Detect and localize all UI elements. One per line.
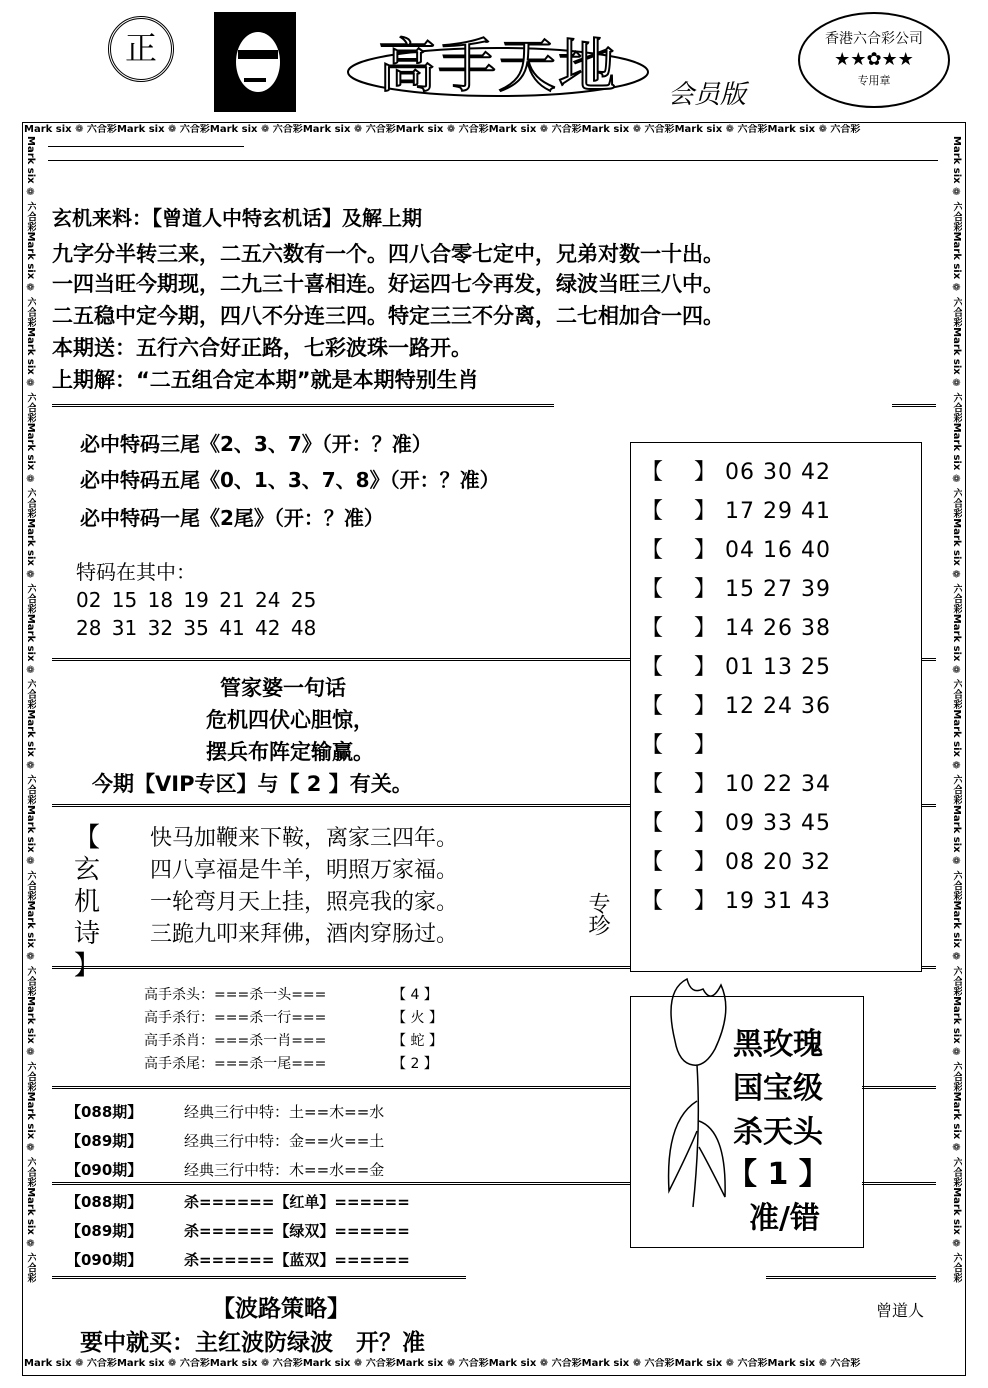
kill-color-list [66,1188,410,1275]
face-icon [214,12,296,112]
divider-5-right [862,1086,936,1089]
number-row: 【 】 08 20 32 [641,850,831,875]
poem-label-char: 玄 [73,855,100,885]
poem-line-2: 四八享福是牛羊，明照万家福。 [150,858,459,883]
rose-line-4: 【 1 】 [727,1157,829,1192]
number-row: 【 】 [641,733,718,758]
border-top: Mark six ❁ 六合彩Mark six ❁ 六合彩Mark six ❁ 六合彩Mark six ❁ 六合彩Mark six ❁ 六合彩Mark six ❁ 六合彩Mark six ❁ 六合彩Mark six ❁ 六合彩Mark six ❁ 六合彩 [24,124,861,135]
rose-line-1: 黑玫瑰 [733,1027,823,1062]
poem-label [70,822,104,982]
tail-line-2: 必中特码五尾《0、1、3、7、8》（开：？准） [80,468,500,492]
divider-3-right [922,804,936,807]
divider-6-right [862,1182,936,1185]
xuanji-line-3: 二五稳中定今期，四八不分连三四。特定三三不分离，二七相加合一四。 [52,304,724,328]
kill-color-row: 【089期】 杀======【绿双】====== [66,1222,410,1240]
member-edition: 会员版 [668,80,747,110]
side-chars: 专珍 [585,892,610,936]
border-bottom: Mark six ❁ 六合彩Mark six ❁ 六合彩Mark six ❁ 六合彩Mark six ❁ 六合彩Mark six ❁ 六合彩Mark six ❁ 六合彩Mark six ❁ 六合彩Mark six ❁ 六合彩Mark six ❁ 六合彩 [24,1358,861,1369]
wave-author: 曾道人 [876,1301,925,1320]
number-row: 【 】 09 33 45 [641,811,831,836]
poem-label-top: 【 [73,823,100,853]
special-row-2: 28 31 32 35 41 42 48 [76,616,317,640]
classic-row: 【088期】 经典三行中特：土==木==水 [66,1103,385,1121]
rose-line-5: 准/错 [749,1201,820,1236]
kill-color-row: 【090期】 杀======【蓝双】====== [66,1251,410,1269]
number-row: 【 】 04 16 40 [641,538,831,563]
seal-top: 香港六合彩公司 [825,31,923,47]
border-left: Mark six ❁ 六合彩Mark six ❁ 六合彩Mark six ❁ 六合彩Mark six ❁ 六合彩Mark six ❁ 六合彩Mark six ❁ 六合彩Mark six ❁ 六合彩Mark six ❁ 六合彩Mark six ❁ 六合彩Mark six ❁ 六合彩Mark six ❁ 六合彩Mark six ❁ 六合彩 [25,136,36,1283]
zheng-emblem [108,16,174,82]
butler-vip: 今期【VIP专区】与【 2 】有关。 [92,772,413,796]
poem-line-1: 快马加鞭来下鞍，离家三四年。 [150,826,459,851]
divider-1 [52,404,554,407]
seal-bottom: 专用章 [857,74,891,87]
divider-7 [52,1276,466,1279]
classic-row: 【089期】 经典三行中特：金==火==土 [66,1132,385,1150]
xuanji-send: 本期送：五行六合好正路，七彩波珠一路开。 [52,336,472,360]
divider-7-right [766,1276,936,1279]
wave-line: 要中就买：主红波防绿波 开？准 [80,1330,425,1356]
number-row: 【 】 14 26 38 [641,616,831,641]
seal-stars: ★★✿★★ [834,49,914,70]
number-row: 【 】 01 13 25 [641,655,831,680]
xuanji-line-1: 九字分半转三来，二五六数有一个。四八合零七定中，兄弟对数一十出。 [52,242,724,266]
border-right: Mark six ❁ 六合彩Mark six ❁ 六合彩Mark six ❁ 六合彩Mark six ❁ 六合彩Mark six ❁ 六合彩Mark six ❁ 六合彩Mark six ❁ 六合彩Mark six ❁ 六合彩Mark six ❁ 六合彩Mark six ❁ 六合彩Mark six ❁ 六合彩Mark six ❁ 六合彩 [951,136,962,1283]
tail-line-1: 必中特码三尾《2、3、7》（开：？准） [80,432,432,456]
portrait-photo [214,12,296,112]
number-list-panel [630,442,922,972]
rose-panel [630,996,864,1248]
zheng-char: 正 [124,29,157,67]
special-in-label: 特码在其中： [76,560,196,584]
divider-2-right [922,658,936,661]
number-row: 【 】 17 29 41 [641,499,831,524]
kill-list [144,984,443,1076]
kill-row: 高手杀行：===杀一行=== 【 火 】 [144,1010,443,1026]
divider-4-right [922,966,936,969]
kill-row: 高手杀头：===杀一头=== 【 4 】 [144,987,438,1003]
title-logo [338,22,678,118]
wave-title: 【波路策略】 [212,1296,350,1322]
divider-4 [52,966,630,969]
divider-3 [52,804,630,807]
number-row: 【 】 10 22 34 [641,772,831,797]
company-seal [798,12,950,108]
rose-line-3: 杀天头 [733,1115,823,1150]
title-text: 高手天地 [378,32,619,100]
classic-row: 【090期】 经典三行中特：木==水==金 [66,1161,385,1179]
rose-line-2: 国宝级 [733,1071,823,1106]
divider-1-right [892,404,936,407]
poem-label-bottom: 】 [73,951,100,981]
tail-line-3: 必中特码一尾《2尾》（开：？准） [80,506,384,530]
number-row: 【 】 12 24 36 [641,694,831,719]
special-row-1: 02 15 18 19 21 24 25 [76,588,317,612]
number-row: 【 】 15 27 39 [641,577,831,602]
xuanji-source: 玄机来料：【曾道人中特玄机话】及解上期 [52,206,422,230]
number-row: 【 】 19 31 43 [641,889,831,914]
butler-line-2: 摆兵布阵定输赢。 [206,740,374,764]
number-row: 【 】 06 30 42 [641,460,831,485]
butler-line-1: 危机四伏心胆惊， [206,708,374,732]
divider-2 [52,658,630,661]
top-line-2 [48,160,938,161]
poem-label-char: 机 [73,887,100,917]
classic-list [66,1098,384,1185]
butler-title: 管家婆一句话 [220,676,346,700]
xuanji-line-2: 一四当旺今期现，二九三十喜相连。好运四七今再发，绿波当旺三八中。 [52,272,724,296]
kill-color-row: 【088期】 杀======【红单】====== [66,1193,410,1211]
tulip-icon [645,971,735,1211]
kill-row: 高手杀尾：===杀一尾=== 【 2 】 [144,1056,438,1072]
xuanji-solve: 上期解：“二五组合定本期”就是本期特别生肖 [52,368,479,392]
divider-5 [52,1086,630,1089]
top-line-1 [48,146,244,147]
poem-line-3: 一轮弯月天上挂，照亮我的家。 [150,890,459,915]
divider-6 [52,1182,630,1185]
poem-label-char: 诗 [73,919,100,949]
poem-line-4: 三跪九叩来拜佛，酒肉穿肠过。 [150,922,459,947]
kill-row: 高手杀肖：===杀一肖=== 【 蛇 】 [144,1033,443,1049]
